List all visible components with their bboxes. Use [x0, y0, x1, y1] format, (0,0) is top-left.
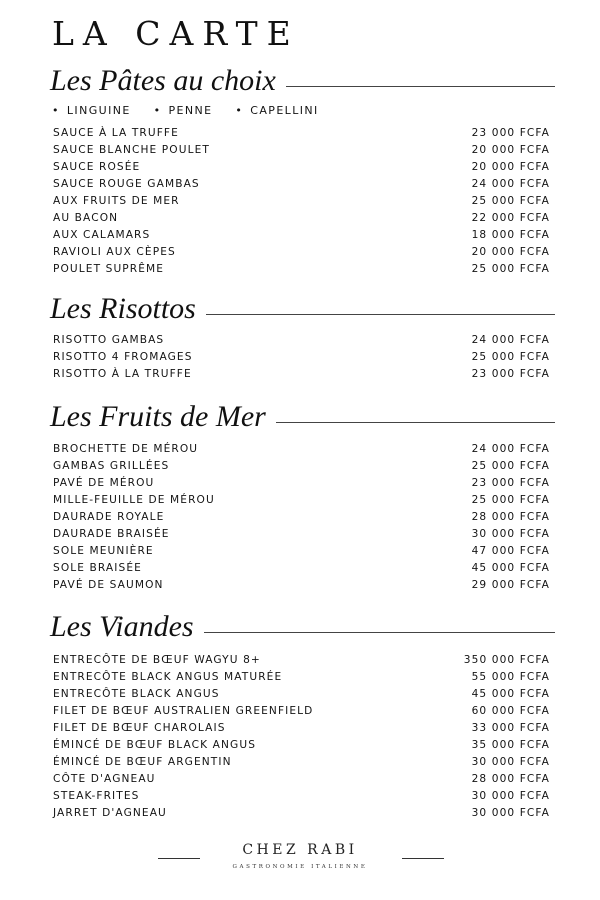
menu-item — [53, 559, 550, 576]
menu-item-price: 45 000 FCFA — [471, 561, 550, 574]
menu-item-name: DAURADE BRAISÉE — [53, 527, 170, 540]
menu-item — [53, 668, 550, 685]
menu-item — [53, 753, 550, 770]
menu-item — [53, 243, 550, 260]
menu-item — [53, 124, 550, 141]
menu-item-name: SAUCE À LA TRUFFE — [53, 126, 179, 139]
menu-item-price: 25 000 FCFA — [471, 459, 550, 472]
menu-item-name: AUX FRUITS DE MER — [53, 194, 180, 207]
menu-item-name: PAVÉ DE SAUMON — [53, 578, 164, 591]
menu-item-price: 25 000 FCFA — [471, 350, 550, 363]
meat-items — [53, 651, 550, 821]
menu-item-price: 45 000 FCFA — [471, 687, 550, 700]
pasta-option: • LINGUINE — [52, 104, 131, 117]
menu-item — [53, 457, 550, 474]
menu-item-price: 30 000 FCFA — [471, 806, 550, 819]
menu-item-price: 30 000 FCFA — [471, 789, 550, 802]
menu-item-name: SAUCE BLANCHE POULET — [53, 143, 210, 156]
menu-item-price: 25 000 FCFA — [471, 493, 550, 506]
footer-divider — [158, 858, 200, 859]
menu-item-name: RISOTTO GAMBAS — [53, 333, 165, 346]
menu-item — [53, 331, 550, 348]
page-title: LA CARTE — [52, 14, 300, 53]
menu-item-name: ENTRECÔTE BLACK ANGUS — [53, 687, 220, 700]
menu-item — [53, 260, 550, 277]
menu-item-name: DAURADE ROYALE — [53, 510, 165, 523]
menu-item-name: ENTRECÔTE DE BŒUF WAGYU 8+ — [53, 653, 261, 666]
menu-item-name: ENTRECÔTE BLACK ANGUS MATURÉE — [53, 670, 283, 683]
menu-item-price: 24 000 FCFA — [471, 442, 550, 455]
menu-item-name: JARRET D'AGNEAU — [53, 806, 167, 819]
menu-item — [53, 348, 550, 365]
menu-item-name: SAUCE ROSÉE — [53, 160, 141, 173]
menu-item-price: 23 000 FCFA — [471, 126, 550, 139]
menu-item-price: 30 000 FCFA — [471, 755, 550, 768]
menu-item — [53, 719, 550, 736]
pasta-option: • PENNE — [154, 104, 213, 117]
menu-item-name: SOLE MEUNIÈRE — [53, 544, 154, 557]
menu-item — [53, 175, 550, 192]
menu-item — [53, 440, 550, 457]
menu-item-name: ÉMINCÉ DE BŒUF ARGENTIN — [53, 755, 232, 768]
menu-item — [53, 525, 550, 542]
menu-item-name: FILET DE BŒUF AUSTRALIEN GREENFIELD — [53, 704, 314, 717]
menu-item-name: CÔTE D'AGNEAU — [53, 772, 156, 785]
menu-item-name: GAMBAS GRILLÉES — [53, 459, 170, 472]
menu-item-name: RISOTTO À LA TRUFFE — [53, 367, 192, 380]
menu-item-price: 24 000 FCFA — [471, 177, 550, 190]
menu-item-name: RISOTTO 4 FROMAGES — [53, 350, 193, 363]
menu-item-price: 20 000 FCFA — [471, 245, 550, 258]
menu-item-name: PAVÉ DE MÉROU — [53, 476, 155, 489]
menu-item — [53, 651, 550, 668]
footer — [0, 842, 600, 882]
seafood-items — [53, 440, 550, 593]
risotto-items — [53, 331, 550, 382]
menu-item-name: SAUCE ROUGE GAMBAS — [53, 177, 200, 190]
menu-item-name: MILLE-FEUILLE DE MÉROU — [53, 493, 215, 506]
menu-item-name: FILET DE BŒUF CHAROLAIS — [53, 721, 226, 734]
menu-item — [53, 787, 550, 804]
menu-item-name: RAVIOLI AUX CÈPES — [53, 245, 176, 258]
menu-item — [53, 491, 550, 508]
menu-item-price: 23 000 FCFA — [471, 367, 550, 380]
menu-item — [53, 158, 550, 175]
menu-item-name: SOLE BRAISÉE — [53, 561, 142, 574]
menu-item-price: 55 000 FCFA — [471, 670, 550, 683]
section-title: Les Risottos — [50, 292, 206, 326]
menu-item-price: 24 000 FCFA — [471, 333, 550, 346]
menu-item-price: 20 000 FCFA — [471, 143, 550, 156]
menu-item — [53, 702, 550, 719]
section-title: Les Pâtes au choix — [50, 64, 286, 98]
section-heading — [50, 610, 555, 644]
menu-item-name: AU BACON — [53, 211, 119, 224]
menu-item — [53, 226, 550, 243]
menu-item-name: AUX CALAMARS — [53, 228, 151, 241]
menu-item — [53, 770, 550, 787]
menu-item-price: 60 000 FCFA — [471, 704, 550, 717]
menu-item — [53, 141, 550, 158]
menu-item-price: 47 000 FCFA — [471, 544, 550, 557]
menu-item — [53, 365, 550, 382]
footer-divider — [402, 858, 444, 859]
menu-item — [53, 685, 550, 702]
menu-item-price: 28 000 FCFA — [471, 510, 550, 523]
brand-name: CHEZ RABI — [242, 842, 358, 858]
menu-item-price: 25 000 FCFA — [471, 262, 550, 275]
menu-item-price: 35 000 FCFA — [471, 738, 550, 751]
section-heading — [50, 400, 555, 434]
section-title: Les Viandes — [50, 610, 204, 644]
menu-item — [53, 576, 550, 593]
section-heading — [50, 292, 555, 326]
pasta-option: • CAPELLINI — [235, 104, 318, 117]
menu-item-price: 30 000 FCFA — [471, 527, 550, 540]
menu-item-price: 350 000 FCFA — [463, 653, 550, 666]
menu-item-price: 33 000 FCFA — [471, 721, 550, 734]
menu-item-price: 28 000 FCFA — [471, 772, 550, 785]
menu-item — [53, 736, 550, 753]
menu-item — [53, 209, 550, 226]
menu-item — [53, 542, 550, 559]
menu-item — [53, 192, 550, 209]
section-title: Les Fruits de Mer — [50, 400, 276, 434]
menu-item-price: 20 000 FCFA — [471, 160, 550, 173]
menu-item-name: ÉMINCÉ DE BŒUF BLACK ANGUS — [53, 738, 257, 751]
brand-tagline: GASTRONOMIE ITALIENNE — [232, 864, 368, 870]
menu-item-price: 23 000 FCFA — [471, 476, 550, 489]
menu-item-price: 29 000 FCFA — [471, 578, 550, 591]
menu-item — [53, 508, 550, 525]
menu-item-name: STEAK-FRITES — [53, 789, 140, 802]
menu-item — [53, 474, 550, 491]
pasta-options — [52, 104, 337, 117]
menu-item-name: POULET SUPRÊME — [53, 262, 165, 275]
menu-item-price: 18 000 FCFA — [471, 228, 550, 241]
menu-item — [53, 804, 550, 821]
menu-item-price: 22 000 FCFA — [471, 211, 550, 224]
section-heading — [50, 64, 555, 98]
menu-item-price: 25 000 FCFA — [471, 194, 550, 207]
menu-item-name: BROCHETTE DE MÉROU — [53, 442, 199, 455]
pasta-items — [53, 124, 550, 277]
